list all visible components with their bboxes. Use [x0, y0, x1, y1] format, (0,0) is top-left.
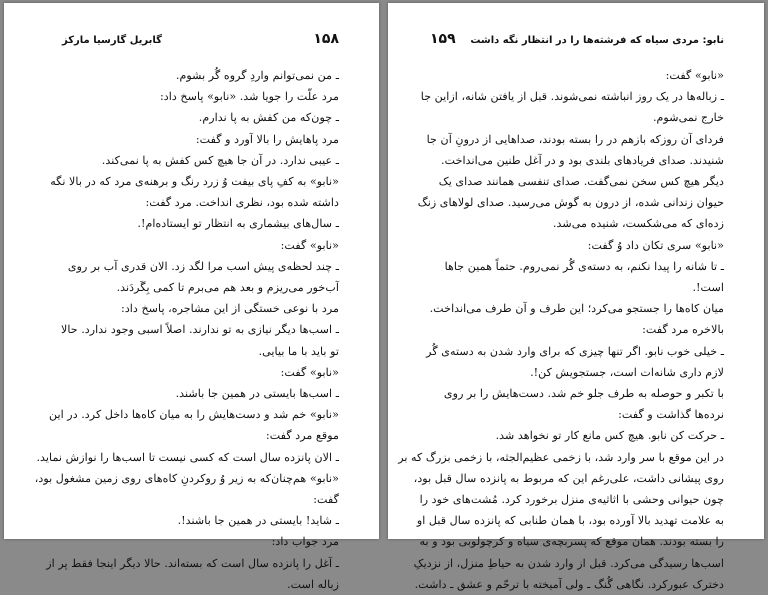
text-line: «نابو» گفت:: [280, 365, 339, 379]
text-line: لازم داری شانه‌ات است، جستجویش کن!.: [530, 365, 724, 379]
text-line: مرد پاهایش را بالا آورد و گفت:: [195, 132, 339, 146]
text-line: گفت:: [313, 493, 339, 507]
text-line: «نابو» به کفِ پای بیفت وُ زرد رنگ و برهنه‌ی مرد که در بالا نگه: [50, 175, 339, 189]
page-number: ۱۵۸: [313, 31, 339, 47]
text-line: «نابو» سری تکان داد وُ گفت:: [587, 238, 724, 252]
page-body: [34, 65, 339, 595]
text-line: چون حیوانی وحشی با اثاثیه‌ی منزل برخورد کرد. مُشت‌های خود را: [419, 493, 724, 507]
left-page: [4, 3, 379, 591]
page-number: ۱۵۹: [430, 31, 456, 47]
text-line: بالاخره مرد گفت:: [642, 323, 724, 337]
text-line: خارج نمی‌شوم.: [652, 111, 724, 125]
text-line: میان کاه‌ها را جستجو می‌کرد؛ این طرف و آن طرف می‌انداخت.: [429, 302, 724, 316]
running-title: نابو: مردی سیاه که فرشته‌ها را در انتظار نگه داشت: [470, 35, 724, 46]
text-line: ـ سال‌های بیشماری به انتظار تو ایستاده‌ام!.: [137, 217, 339, 231]
text-line: شنیدند. صدای فریادهای بلندی بود و در آغل طنین می‌انداخت.: [441, 153, 724, 167]
text-line: موقع مرد گفت:: [265, 429, 339, 443]
text-line: زده‌ای که می‌شکست، شنیده می‌شد.: [552, 217, 724, 231]
text-line: «نابو» گفت:: [280, 238, 339, 252]
text-line: حیوان زندانی شده، از درون به گوش می‌رسید. صدای لولاهای زنگ: [417, 196, 724, 210]
text-line: آب‌خور می‌ریزم و بعد هم می‌برم تا کمی بِگَردَند.: [116, 281, 339, 295]
text-line: تو باید با ما بیایی.: [258, 344, 339, 358]
text-line: مرد علّت را جویا شد. «نابو» پاسخ داد:: [160, 90, 339, 104]
text-line: با تکبر و حوصله به طرف جلو خم شد. دست‌هایش را بر روی: [443, 387, 724, 401]
text-line: ـ آغل را پانزده سال است که بسته‌اند. حالا دیگر اینجا فقط پر از: [46, 556, 339, 570]
text-line: روی پیشانی داشت، علی‌رغم این که مربوط به پانزده سال قبل بود،: [413, 471, 724, 485]
text-line: ـ من نمی‌توانم واردِ گروه گُر بشوم.: [175, 69, 339, 82]
text-line: را بسته بودند. همان موقع که پسربچه‌ی سیاه و کرچولوبی بود و به: [419, 535, 724, 549]
text-line: «نابو» خم شد و دست‌هایش را به میان کاه‌ها داخل کرد. در این: [49, 408, 339, 422]
page-body: [398, 65, 724, 595]
text-line: فردای آن روزکه بازهم در را بسته بودند، صداهایی از درونِ آن جا: [426, 132, 724, 146]
text-line: ـ اسب‌ها بایستی در همین جا باشند.: [175, 387, 339, 401]
text-line: ـ خیلی خوب نابو. اگر تنها چیزی که برای وارد شدن به دسته‌ی گُر: [426, 344, 724, 358]
text-line: ـ الان پانزده سال است که کسی نیست تا اسب‌ها را نوازش نماید.: [36, 450, 339, 464]
page-header: [430, 31, 724, 47]
text-line: در این موقع با سر وارد شد، با زخمی عظیم‌الجثه، با زخمی بزرگ که بر: [398, 450, 724, 464]
text-line: ـ تا شانه را پیدا نکنم، به دسته‌ی گُر نمی‌روم. حتماً همین جاها: [444, 259, 724, 273]
running-title: گابریل گارسیا مارکز: [62, 35, 162, 46]
text-line: اسب‌ها رسیدگی می‌کرد. قبل از وارد شدن به حیاطِ منزل، از نزدیکِ: [413, 556, 724, 570]
text-line: دخترک عبورکرد. نگاهی گُنگ ـ ولی آمیخته با ترحّم و عشق ـ داشت.: [414, 577, 724, 591]
text-line: مرد با نوعی خستگی از این مشاجره، پاسخ داد:: [121, 302, 339, 316]
text-line: است!.: [692, 281, 724, 295]
page-header: [62, 31, 339, 47]
text-line: داشته شده بود، نظری انداخت. مرد گفت:: [145, 196, 339, 210]
text-line: ـ چون‌که من کفش به پا ندارم.: [198, 111, 339, 125]
text-line: مرد جواب داد:: [271, 535, 339, 549]
text-line: دیگر هیچ کس سخن نمی‌گفت. صدای تنفسی همانند صدای یک: [438, 175, 724, 189]
text-line: ـ زباله‌ها در یک روز انباشته نمی‌شوند. قبل از یافتن شانه، ازاین جا: [420, 90, 724, 104]
text-line: ـ شاید! بایستی در همین جا باشند!.: [177, 514, 339, 528]
text-line: ـ اسب‌ها دیگر نیازی به تو ندارند. اصلاً اسبی وجود ندارد. حالا: [60, 323, 339, 337]
text-line: ـ عیبی ندارد. در آن جا هیچ کس کفش به پا نمی‌کند.: [101, 153, 339, 167]
text-line: به علامت تهدید بالا آورده بود، با همان طنابی که پانزده سال قبل او: [416, 514, 724, 528]
text-line: «نابو» هم‌چنان‌که به زیر وُ روکردنِ کاه‌های روی زمین مشغول بود،: [34, 471, 339, 485]
text-line: ـ چند لحظه‌ی پیش اسب مرا لگد زد. الان قدری آب بر روی: [67, 259, 339, 273]
text-line: ـ حرکت کن نابو. هیچ کس مانع کار تو نخواهد شد.: [495, 429, 724, 443]
text-line: نرده‌ها گذاشت و گفت:: [618, 408, 724, 422]
text-line: «نابو» گفت:: [665, 69, 724, 82]
right-page: [388, 3, 764, 591]
text-line: زباله است.: [287, 577, 339, 591]
